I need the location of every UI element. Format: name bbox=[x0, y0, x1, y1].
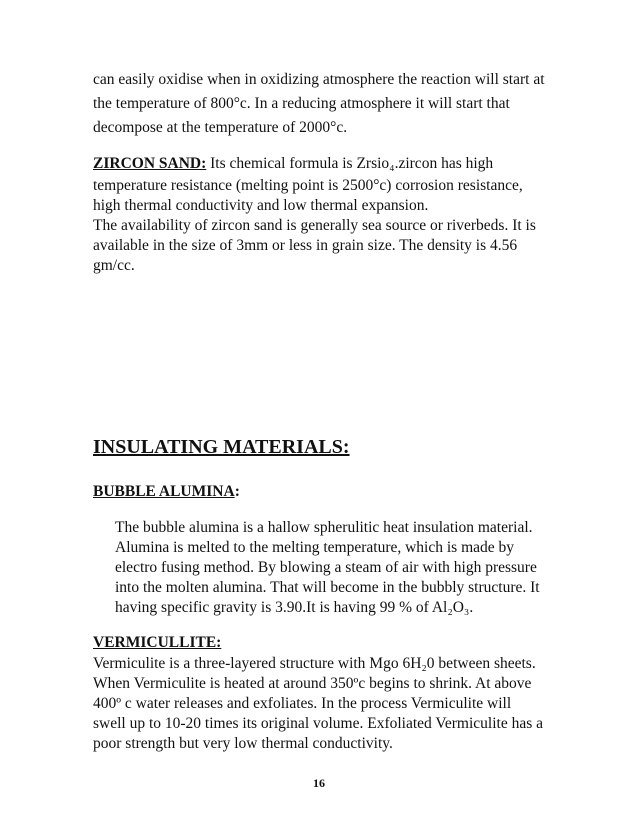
zircon-line: high thermal conductivity and low thermal expansion. bbox=[93, 197, 429, 214]
zircon-first-line-text: Its chemical formula is Zrsio₄.zircon has high bbox=[206, 155, 494, 172]
zircon-sand-section bbox=[93, 154, 593, 276]
vermiculite-paragraph bbox=[93, 654, 593, 754]
intro-line: decompose at the temperature of 2000°c. bbox=[93, 119, 348, 136]
vermiculite-line: Vermiculite is a three-layered structure with Mgo 6H₂0 between sheets. bbox=[93, 655, 536, 672]
page-number: 16 bbox=[313, 776, 325, 790]
bubble-line: The bubble alumina is a hallow spherulitic heat insulation material. bbox=[115, 519, 533, 536]
bubble-line: Alumina is melted to the melting temperature, which is made by bbox=[115, 539, 515, 556]
zircon-line: temperature resistance (melting point is 2500°c) corrosion resistance, bbox=[93, 177, 523, 194]
insulating-materials-heading: INSULATING MATERIALS: bbox=[93, 436, 350, 458]
bubble-line: electro fusing method. By blowing a steam of air with high pressure bbox=[115, 559, 537, 576]
bubble-alumina-colon: : bbox=[234, 483, 240, 500]
zircon-sand-heading: ZIRCON SAND: bbox=[93, 155, 207, 172]
vermiculite-line: swell up to 10-20 times its original volume. Exfoliated Vermiculite has a bbox=[93, 715, 543, 732]
bubble-alumina-heading: BUBBLE ALUMINA bbox=[93, 483, 235, 500]
zircon-line: The availability of zircon sand is generally sea source or riverbeds. It is bbox=[93, 217, 536, 234]
bubble-alumina-heading-row bbox=[93, 483, 240, 501]
vermiculite-line: 400º c water releases and exfoliates. In the process Vermiculite will bbox=[93, 695, 512, 712]
vermiculite-heading: VERMICULLITE: bbox=[93, 634, 222, 651]
bubble-alumina-paragraph bbox=[115, 518, 585, 618]
bubble-line: having specific gravity is 3.90.It is having 99 % of Al₂O₃. bbox=[115, 599, 474, 616]
zircon-line: available in the size of 3mm or less in grain size. The density is 4.56 bbox=[93, 237, 518, 254]
intro-paragraph bbox=[93, 70, 593, 138]
vermiculite-line: When Vermiculite is heated at around 350ºc begins to shrink. At above bbox=[93, 675, 532, 692]
bubble-line: into the molten alumina. That will become in the bubbly structure. It bbox=[115, 579, 540, 596]
zircon-line: gm/cc. bbox=[93, 257, 135, 274]
intro-line: can easily oxidise when in oxidizing atmosphere the reaction will start at bbox=[93, 71, 545, 88]
intro-line: the temperature of 800°c. In a reducing atmosphere it will start that bbox=[93, 95, 510, 112]
vermiculite-line: poor strength but very low thermal conductivity. bbox=[93, 735, 393, 752]
zircon-first-line bbox=[93, 154, 593, 174]
